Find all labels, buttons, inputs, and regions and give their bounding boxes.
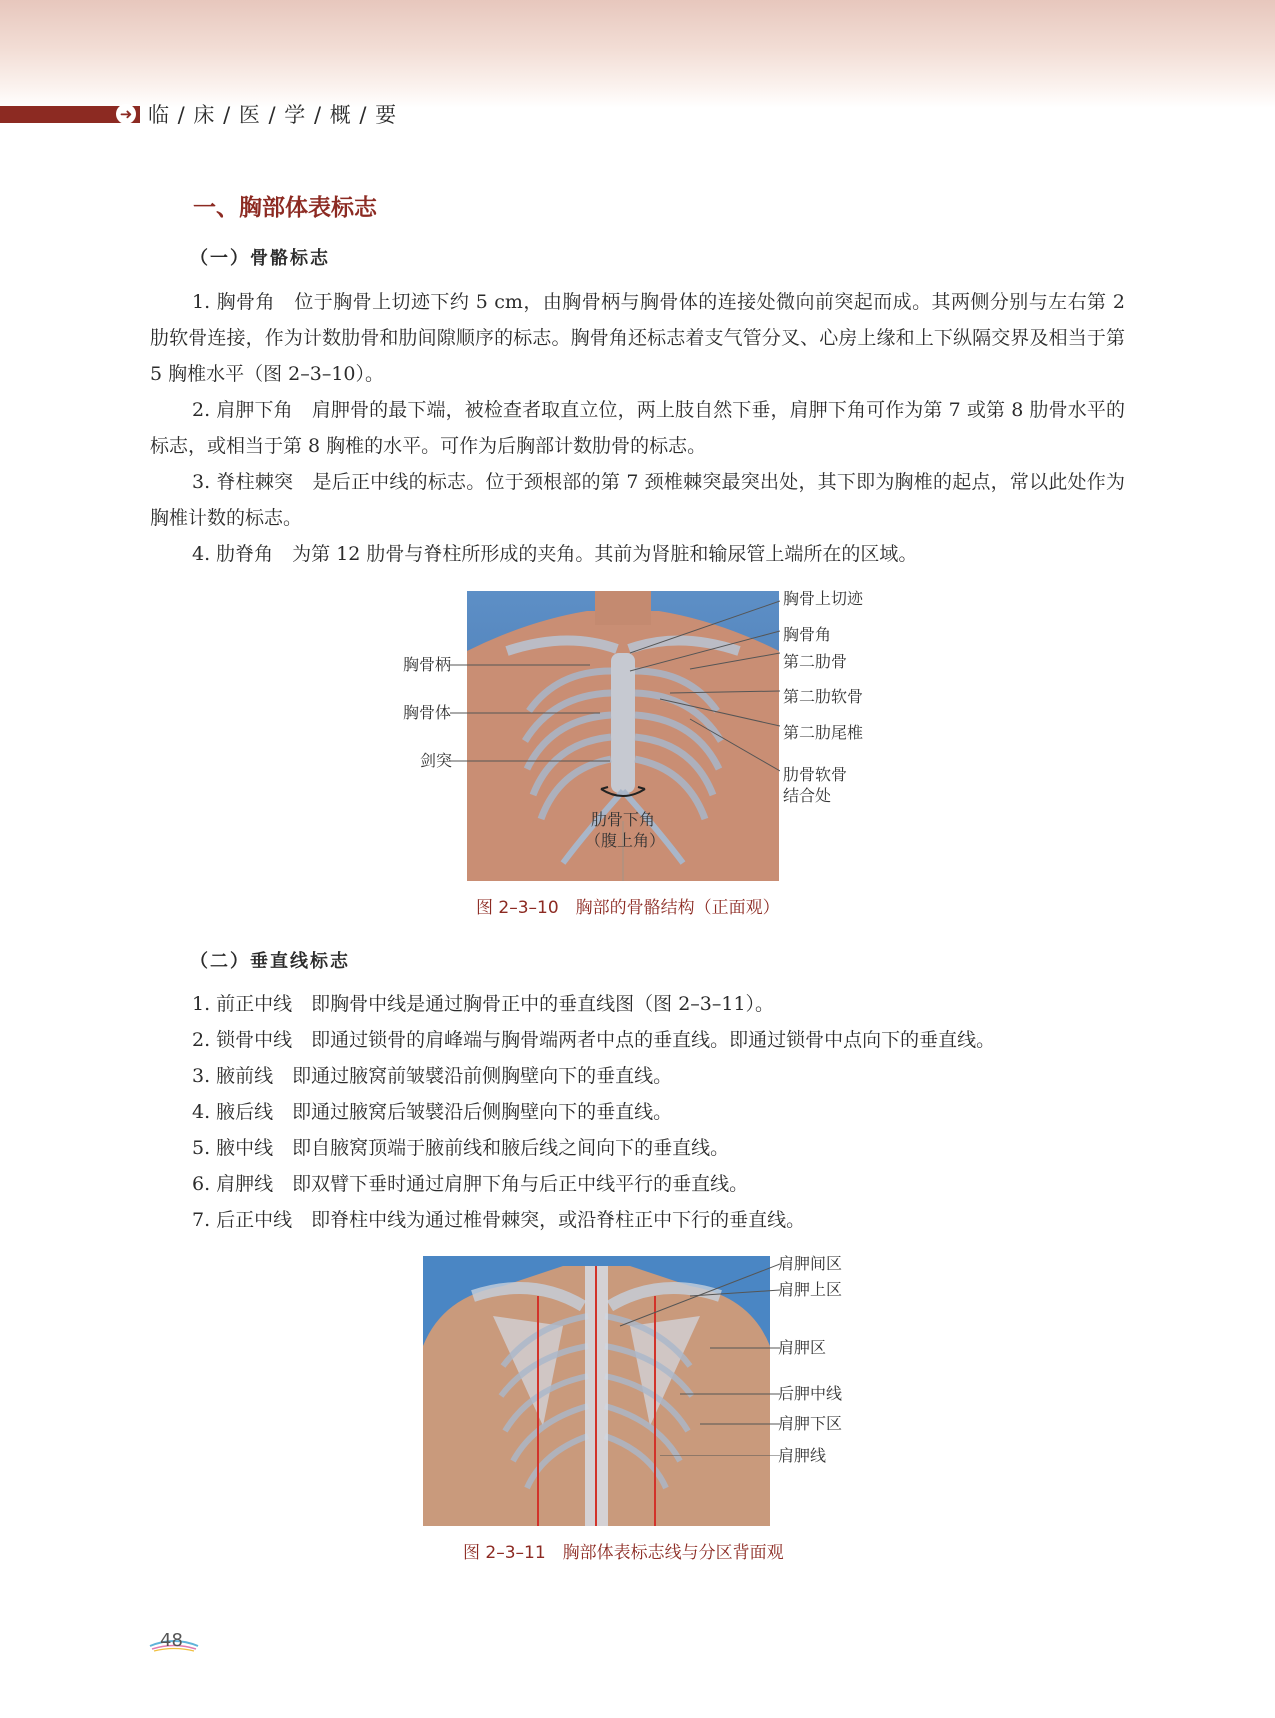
label-junction: 结合处 bbox=[783, 786, 832, 805]
line-posterior-axillary: 4. 腋后线 即通过腋窝后皱襞沿后侧胸壁向下的垂直线。 bbox=[192, 1101, 673, 1123]
label-interscapular: 肩胛间区 bbox=[778, 1254, 843, 1273]
subsection-title-vertical-lines: （二）垂直线标志 bbox=[190, 951, 350, 972]
line-mid-axillary: 5. 腋中线 即自腋窝顶端于腋前线和腋后线之间向下的垂直线。 bbox=[192, 1137, 730, 1159]
label-suprasternal-notch: 胸骨上切迹 bbox=[783, 589, 864, 608]
page-number: 48 bbox=[160, 1630, 183, 1651]
label-costal-angle: 肋骨下角 bbox=[591, 810, 656, 829]
label-epigastric-angle: （腹上角） bbox=[585, 831, 666, 850]
label-scapular-region: 肩胛区 bbox=[778, 1338, 827, 1357]
figure1-caption: 图 2–3–10 胸部的骨骼结构（正面观） bbox=[476, 898, 780, 918]
subsection-title-skeletal: （一）骨骼标志 bbox=[190, 248, 330, 269]
label-posterior-midline: 后胛中线 bbox=[778, 1384, 843, 1403]
label-scapular-line: 肩胛线 bbox=[778, 1446, 827, 1465]
line-scapular: 6. 肩胛线 即双臂下垂时通过肩胛下角与后正中线平行的垂直线。 bbox=[192, 1173, 749, 1195]
label-sternal-angle: 胸骨角 bbox=[783, 625, 832, 644]
paragraph-scapular-angle: 2. 肩胛下角 肩胛骨的最下端，被检查者取直立位，两上肢自然下垂，肩胛下角可作为第 7 或第 8 肋骨水平的标志，或相当于第 8 胸椎的水平。可作为后胸部计数肋骨的标志。 bbox=[150, 399, 1125, 457]
label-second-rib-vertebra: 第二肋尾椎 bbox=[783, 723, 864, 742]
label-xiphoid: 剑突 bbox=[420, 751, 453, 770]
paragraph-sternal-angle: 1. 胸骨角 位于胸骨上切迹下约 5 cm，由胸骨柄与胸骨体的连接处微向前突起而成。其两侧分别与左右第 2 肋软骨连接，作为计数肋骨和肋间隙顺序的标志。胸骨角还标志着支气管分叉、心房上缘和上下纵隔交界及相当于第 5 胸椎水平（图 2–3–10）。 bbox=[150, 291, 1125, 385]
section-title: 一、胸部体表标志 bbox=[193, 195, 377, 221]
page-top-band bbox=[0, 0, 1275, 108]
figure2-leader-lines bbox=[600, 1256, 780, 1456]
label-infrascapular: 肩胛下区 bbox=[778, 1414, 843, 1433]
line-midclavicular: 2. 锁骨中线 即通过锁骨的肩峰端与胸骨端两者中点的垂直线。即通过锁骨中点向下的垂直线。 bbox=[192, 1029, 996, 1051]
label-sternal-body: 胸骨体 bbox=[403, 703, 452, 722]
figure1-leader-lines-right bbox=[600, 591, 780, 811]
line-posterior-midline: 7. 后正中线 即脊柱中线为通过椎骨棘突，或沿脊柱正中下行的垂直线。 bbox=[192, 1209, 806, 1231]
label-suprascapular: 肩胛上区 bbox=[778, 1280, 843, 1299]
arrow-right-icon: ➜ bbox=[116, 104, 136, 124]
label-costochondral: 肋骨软骨 bbox=[783, 765, 848, 784]
label-second-costal-cartilage: 第二肋软骨 bbox=[783, 687, 864, 706]
line-anterior-axillary: 3. 腋前线 即通过腋窝前皱襞沿前侧胸壁向下的垂直线。 bbox=[192, 1065, 673, 1087]
running-header-title: 临 / 床 / 医 / 学 / 概 / 要 bbox=[148, 103, 398, 127]
label-second-rib: 第二肋骨 bbox=[783, 652, 848, 671]
figure2-caption: 图 2–3–11 胸部体表标志线与分区背面观 bbox=[463, 1543, 784, 1563]
line-anterior-midline: 1. 前正中线 即胸骨中线是通过胸骨正中的垂直线图（图 2–3–11）。 bbox=[192, 993, 775, 1015]
paragraph-costovertebral-angle: 4. 肋脊角 为第 12 肋骨与脊柱所形成的夹角。其前为肾脏和输尿管上端所在的区域。 bbox=[192, 543, 918, 565]
label-manubrium: 胸骨柄 bbox=[403, 655, 452, 674]
paragraph-spinous-process: 3. 脊柱棘突 是后正中线的标志。位于颈根部的第 7 颈椎棘突最突出处，其下即为胸椎的起点，常以此处作为胸椎计数的标志。 bbox=[150, 471, 1125, 529]
